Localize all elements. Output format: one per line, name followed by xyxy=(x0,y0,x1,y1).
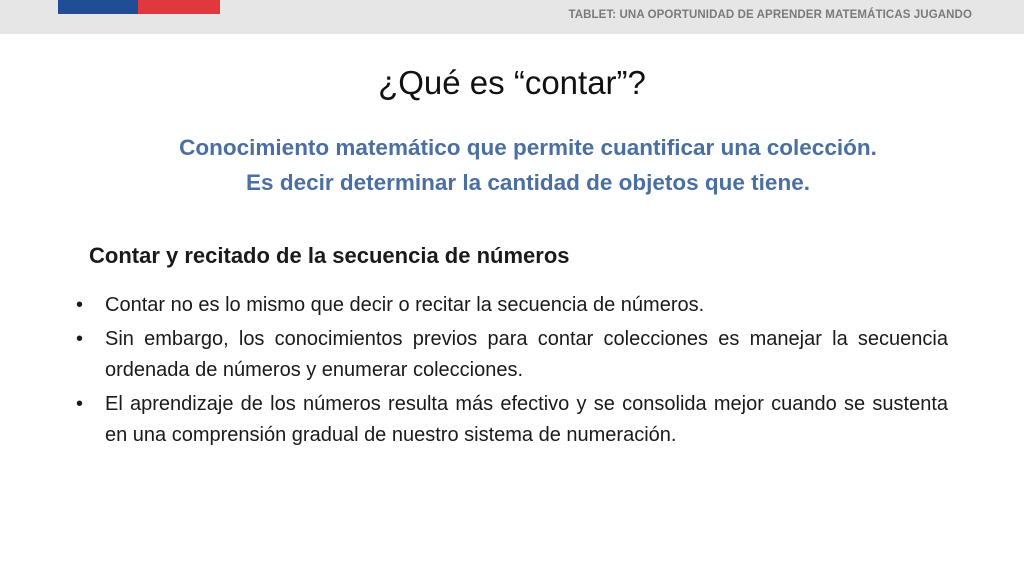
subtitle-line: Conocimiento matemático que permite cuantificar una colección. xyxy=(179,135,877,160)
bullet-icon: • xyxy=(76,328,84,350)
subtitle xyxy=(0,130,1024,200)
flag-red-stripe xyxy=(138,0,220,14)
header-band xyxy=(0,0,1024,34)
bullet-text: El aprendizaje de los números resulta más efectivo y se consolida mejor cuando se sustenta en una comprensión gradual de nuestro sistema de numeración. xyxy=(105,393,948,446)
header-title: TABLET: UNA OPORTUNIDAD DE APRENDER MATEMÁTICAS JUGANDO xyxy=(568,9,972,21)
subtitle-line: Es decir determinar la cantidad de objetos que tiene. xyxy=(246,170,810,195)
list-item xyxy=(76,290,948,321)
bullet-list xyxy=(76,290,948,454)
section-heading: Contar y recitado de la secuencia de números xyxy=(89,243,570,268)
list-item xyxy=(76,389,948,451)
flag-blue-stripe xyxy=(58,0,138,14)
bullet-icon: • xyxy=(76,393,84,415)
page-title: ¿Qué es “contar”? xyxy=(378,64,646,101)
bullet-text: Contar no es lo mismo que decir o recitar la secuencia de números. xyxy=(105,294,705,316)
bullet-icon: • xyxy=(76,294,84,316)
bullet-text: Sin embargo, los conocimientos previos para contar colecciones es manejar la secuencia ordenada de números y enumerar colecciones. xyxy=(105,328,948,381)
list-item xyxy=(76,324,948,386)
